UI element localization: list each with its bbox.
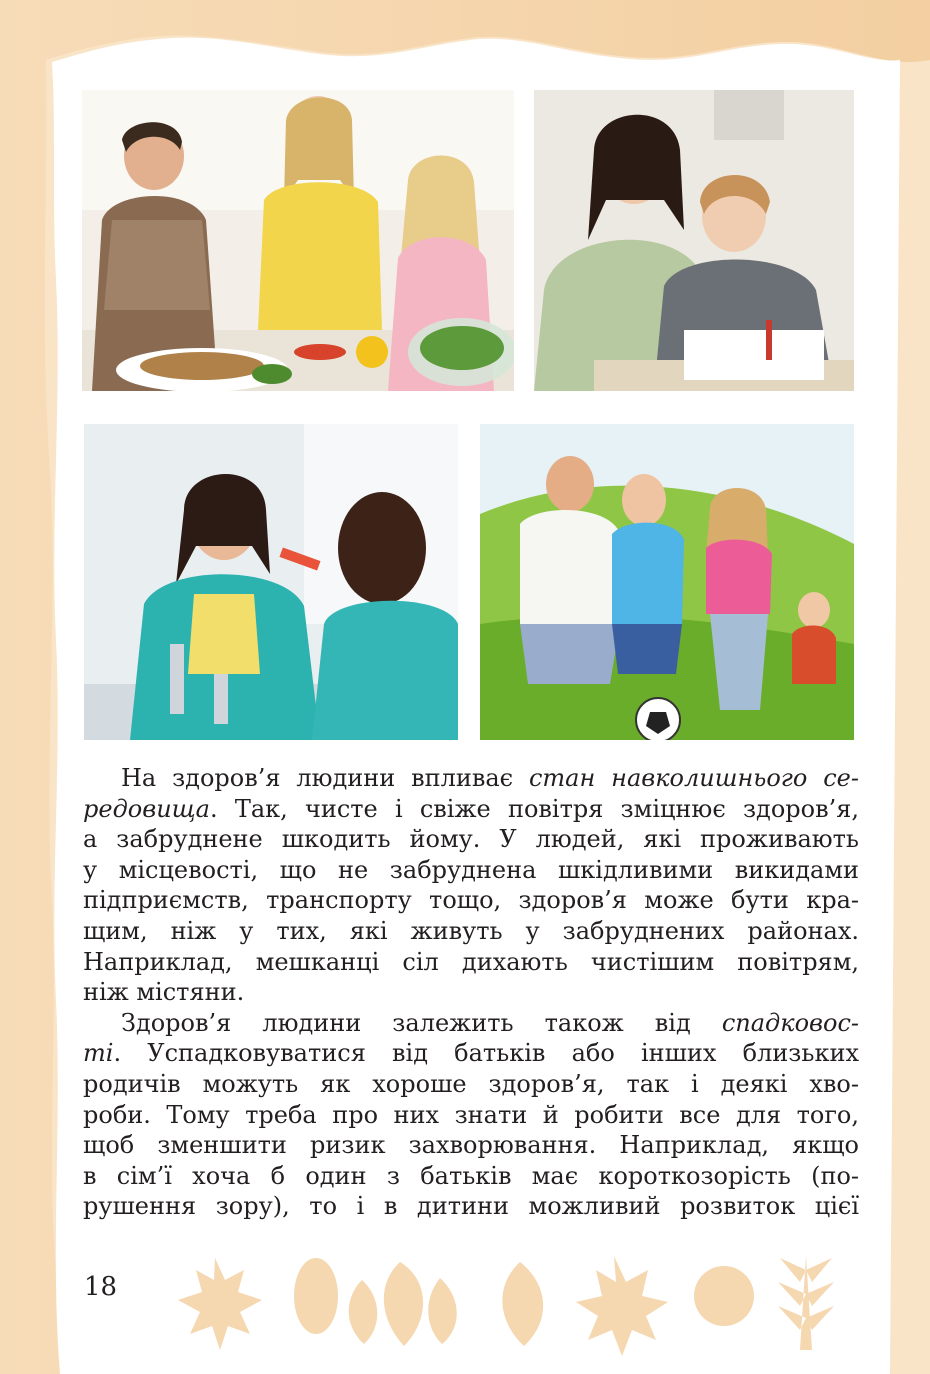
paragraph-2 bbox=[83, 1008, 859, 1222]
body-text bbox=[83, 763, 859, 1222]
oak-leaf-icon bbox=[294, 1258, 338, 1334]
text-line: редовища. Так, чисте і свіже повітря зміцнює здоров’я, bbox=[83, 794, 859, 823]
text-line: роби. Тому треба про них знати й робити все для того, bbox=[83, 1100, 859, 1129]
paragraph-1 bbox=[83, 763, 859, 1008]
text-line: підприємств, транспорту тощо, здоров’я може бути кра- bbox=[83, 886, 859, 915]
text-line: в сім’ї хоча б один з батьків має короткозорість (по- bbox=[83, 1161, 859, 1190]
text-line: щоб зменшити ризик захворювання. Наприклад, якщо bbox=[83, 1131, 859, 1160]
mother-helping-homework-photo bbox=[534, 90, 854, 391]
text-line: На здоров’я людини впливає стан навколишнього се- bbox=[121, 764, 859, 792]
text-line: ніж містяни. bbox=[83, 978, 245, 1007]
text-line: щим, ніж у тих, які живуть у забруднених районах. bbox=[83, 916, 859, 945]
family-cooking-photo bbox=[82, 90, 514, 391]
page-number: 18 bbox=[84, 1272, 118, 1302]
text-line: а забруднене шкодить йому. У людей, які проживають bbox=[83, 825, 859, 854]
round-leaf-icon bbox=[694, 1266, 754, 1326]
family-playing-football-photo bbox=[480, 424, 854, 740]
text-line: Наприклад, мешканці сіл дихають чистішим повітрям, bbox=[83, 947, 859, 976]
text-line: у місцевості, що не забруднена шкідливими викидами bbox=[83, 855, 859, 884]
text-line: Здоров’я людини залежить також від спадковос- bbox=[121, 1008, 859, 1037]
text-line: рушення зору), то і в дитини можливий розвиток цієї bbox=[83, 1192, 859, 1221]
text-line: ті. Успадковуватися від батьків або інших близьких bbox=[83, 1039, 859, 1068]
text-line: родичів можуть як хороше здоров’я, так і деякі хво- bbox=[83, 1069, 859, 1098]
girl-brushing-teeth-photo bbox=[84, 424, 458, 740]
